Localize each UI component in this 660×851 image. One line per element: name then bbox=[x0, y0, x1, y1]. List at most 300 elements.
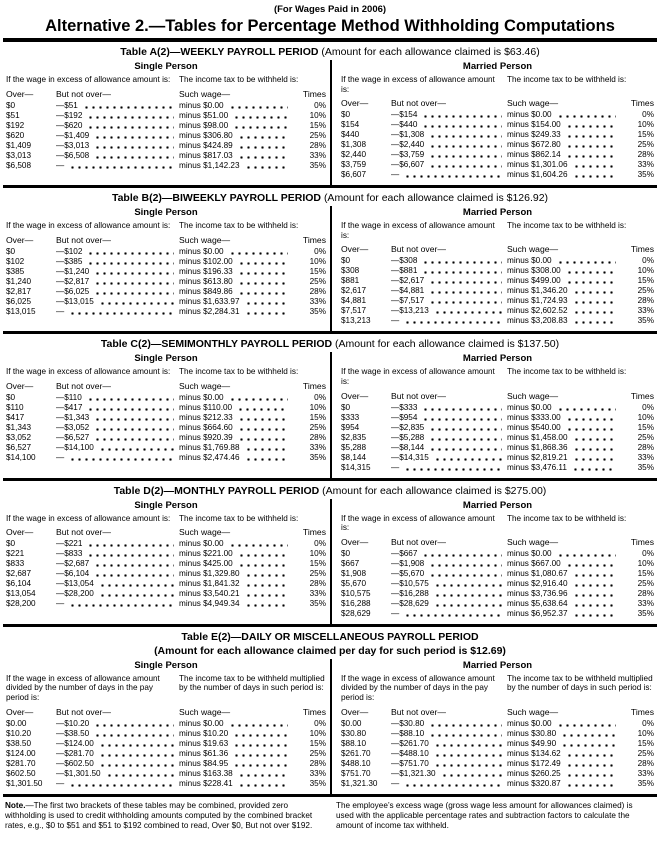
times-value: 35% bbox=[309, 599, 326, 609]
times-value: 0% bbox=[642, 548, 654, 558]
suchwage-value: minus $221.00 bbox=[179, 549, 233, 559]
dot-leader bbox=[573, 175, 616, 178]
suchwage-cell bbox=[507, 749, 621, 759]
suchwage-cell bbox=[507, 256, 621, 266]
butnot-cell bbox=[56, 433, 179, 443]
times-value: 25% bbox=[309, 569, 326, 579]
suchwage-cell bbox=[179, 569, 293, 579]
over-value: $2,817 bbox=[6, 286, 32, 296]
butnot-cell bbox=[391, 719, 507, 729]
dot-leader bbox=[434, 458, 502, 461]
bracket-row bbox=[341, 739, 654, 749]
bracket-row bbox=[6, 719, 326, 729]
suchwage-cell bbox=[179, 589, 293, 599]
suchwage-value: minus $10.20 bbox=[179, 728, 229, 738]
suchwage-value: minus $49.90 bbox=[507, 738, 557, 748]
butnot-value: — bbox=[391, 316, 400, 326]
suchwage-cell bbox=[179, 121, 293, 131]
butnot-value: —$1,240 bbox=[56, 266, 90, 276]
bracket-row bbox=[6, 267, 326, 277]
over-value: $28,629 bbox=[341, 608, 371, 618]
col-butnot-header: But not over— bbox=[391, 390, 446, 401]
over-value: $88.10 bbox=[341, 738, 367, 748]
table-title-sub: (Amount for each allowance claimed is $63.46) bbox=[321, 46, 540, 58]
butnot-value: —$620 bbox=[56, 120, 83, 130]
times-value: 15% bbox=[309, 738, 326, 748]
over-value: $6,508 bbox=[6, 160, 32, 170]
bracket-row bbox=[341, 306, 654, 316]
dot-leader bbox=[557, 408, 616, 411]
bracket-row bbox=[6, 549, 326, 559]
suchwage-cell bbox=[179, 141, 293, 151]
bracket-row bbox=[6, 101, 326, 111]
butnot-cell bbox=[391, 286, 507, 296]
dot-leader bbox=[566, 145, 616, 148]
column-headers bbox=[6, 381, 326, 392]
butnot-cell bbox=[56, 443, 179, 453]
over-value: $0 bbox=[6, 539, 16, 549]
butnot-value: —$6,104 bbox=[56, 569, 90, 579]
suchwage-value: minus $260.25 bbox=[507, 768, 561, 778]
col-over-header: Over— bbox=[341, 390, 369, 401]
suchwage-cell bbox=[179, 749, 293, 759]
dot-leader bbox=[238, 438, 288, 441]
butnot-value: —$30.80 bbox=[391, 718, 425, 728]
over-value: $1,409 bbox=[6, 140, 32, 150]
suchwage-value: minus $2,916.40 bbox=[507, 578, 568, 588]
butnot-cell bbox=[56, 739, 179, 749]
times-value: 15% bbox=[637, 738, 654, 748]
times-value: 15% bbox=[637, 568, 654, 578]
bracket-row bbox=[341, 160, 654, 170]
column-group-headers bbox=[6, 221, 326, 231]
suchwage-cell bbox=[507, 403, 621, 413]
times-value: 35% bbox=[309, 306, 326, 316]
dot-leader bbox=[237, 408, 288, 411]
suchwage-value: minus $19.63 bbox=[179, 738, 229, 748]
butnot-cell bbox=[56, 161, 179, 171]
times-value: 0% bbox=[314, 392, 326, 402]
butnot-value: —$385 bbox=[56, 256, 83, 266]
times-value: 33% bbox=[309, 768, 326, 778]
butnot-value: —$154 bbox=[391, 110, 418, 120]
over-value: $385 bbox=[6, 266, 25, 276]
doc-title: Alternative 2.—Tables for Percentage Method Withholding Computations bbox=[45, 17, 615, 35]
times-value: 28% bbox=[309, 140, 326, 150]
butnot-value: —$6,025 bbox=[56, 286, 90, 296]
bracket-row bbox=[6, 413, 326, 423]
suchwage-cell bbox=[179, 297, 293, 307]
butnot-value: —$417 bbox=[56, 402, 83, 412]
over-value: $10,575 bbox=[341, 588, 371, 598]
times-value: 35% bbox=[309, 452, 326, 462]
dot-leader bbox=[238, 156, 288, 159]
married-person-half bbox=[330, 60, 657, 185]
butnot-cell bbox=[56, 247, 179, 257]
butnot-value: — bbox=[391, 608, 400, 618]
dot-leader bbox=[233, 734, 288, 737]
married-person-half bbox=[330, 206, 657, 331]
butnot-cell bbox=[391, 403, 507, 413]
dot-leader bbox=[573, 291, 616, 294]
times-value: 25% bbox=[637, 578, 654, 588]
over-value: $5,670 bbox=[341, 578, 367, 588]
tax-withheld-header: The income tax to be withheld is: bbox=[179, 221, 299, 231]
butnot-cell bbox=[56, 539, 179, 549]
dot-leader bbox=[434, 764, 502, 767]
bracket-row bbox=[6, 141, 326, 151]
bracket-row bbox=[341, 559, 654, 569]
butnot-value: — bbox=[56, 778, 65, 788]
suchwage-cell bbox=[507, 266, 621, 276]
butnot-value: — bbox=[56, 599, 65, 609]
dot-leader bbox=[566, 155, 616, 158]
bracket-row bbox=[341, 759, 654, 769]
column-headers bbox=[6, 89, 326, 100]
dot-leader bbox=[99, 764, 174, 767]
butnot-value: —$6,607 bbox=[391, 160, 425, 170]
bracket-row bbox=[6, 759, 326, 769]
suchwage-value: minus $134.62 bbox=[507, 748, 561, 758]
column-group-headers bbox=[6, 674, 326, 703]
bracket-row bbox=[341, 120, 654, 130]
col-over-header: Over— bbox=[6, 234, 34, 245]
col-times-header: Times bbox=[630, 98, 654, 109]
person-heading: Married Person bbox=[462, 659, 533, 671]
dot-leader bbox=[429, 438, 502, 441]
suchwage-value: minus $5,638.64 bbox=[507, 598, 568, 608]
suchwage-value: minus $0.00 bbox=[179, 539, 224, 549]
col-butnot-header: But not over— bbox=[391, 244, 446, 255]
dot-leader bbox=[245, 604, 288, 607]
times-value: 10% bbox=[309, 549, 326, 559]
column-headers bbox=[341, 98, 654, 109]
dot-leader bbox=[94, 418, 174, 421]
butnot-cell bbox=[391, 160, 507, 170]
suchwage-cell bbox=[179, 131, 293, 141]
over-value: $192 bbox=[6, 120, 25, 130]
times-value: 10% bbox=[637, 728, 654, 738]
footnotes bbox=[3, 797, 657, 831]
over-value: $602.50 bbox=[6, 768, 36, 778]
suchwage-cell bbox=[507, 160, 621, 170]
times-value: 28% bbox=[309, 432, 326, 442]
suchwage-value: minus $425.00 bbox=[179, 559, 233, 569]
dot-leader bbox=[429, 145, 502, 148]
butnot-cell bbox=[391, 569, 507, 579]
dot-leader bbox=[87, 408, 174, 411]
butnot-cell bbox=[56, 393, 179, 403]
dot-leader bbox=[566, 271, 616, 274]
butnot-cell bbox=[391, 266, 507, 276]
butnot-cell bbox=[56, 779, 179, 789]
dot-leader bbox=[106, 774, 174, 777]
suchwage-value: minus $6,952.37 bbox=[507, 608, 568, 618]
over-value: $0 bbox=[341, 256, 351, 266]
column-headers bbox=[6, 527, 326, 538]
dot-leader bbox=[566, 774, 616, 777]
table-halves bbox=[3, 352, 657, 477]
over-value: $0 bbox=[341, 402, 351, 412]
suchwage-value: minus $1,604.26 bbox=[507, 170, 568, 180]
tax-withheld-header: The income tax to be withheld is: bbox=[179, 75, 299, 84]
times-value: 15% bbox=[309, 120, 326, 130]
over-value: $8,144 bbox=[341, 452, 367, 462]
dot-leader bbox=[238, 136, 288, 139]
suchwage-cell bbox=[179, 719, 293, 729]
over-value: $124.00 bbox=[6, 748, 36, 758]
column-headers bbox=[341, 707, 654, 718]
bracket-row bbox=[341, 150, 654, 160]
times-value: 28% bbox=[309, 579, 326, 589]
over-value: $6,025 bbox=[6, 296, 32, 306]
butnot-cell bbox=[391, 316, 507, 326]
suchwage-value: minus $0.00 bbox=[179, 392, 224, 402]
table-title-main: Table C(2)—SEMIMONTHLY PAYROLL PERIOD bbox=[100, 338, 333, 351]
times-value: 10% bbox=[309, 110, 326, 120]
col-times-header: Times bbox=[302, 706, 326, 717]
suchwage-value: minus $249.33 bbox=[507, 130, 561, 140]
single-person-half bbox=[3, 206, 330, 331]
butnot-value: —$13,213 bbox=[391, 306, 429, 316]
suchwage-value: minus $0.00 bbox=[507, 718, 552, 728]
table-title-main: Table D(2)—MONTHLY PAYROLL PERIOD bbox=[113, 484, 320, 497]
dot-leader bbox=[429, 564, 502, 567]
suchwage-value: minus $212.33 bbox=[179, 412, 233, 422]
dot-leader bbox=[87, 544, 174, 547]
butnot-cell bbox=[56, 403, 179, 413]
dot-leader bbox=[441, 774, 502, 777]
table-halves bbox=[3, 60, 657, 185]
suchwage-value: minus $664.60 bbox=[179, 422, 233, 432]
table-title-main: Table E(2)—DAILY OR MISCELLANEOUS PAYROLL PERIOD bbox=[181, 630, 479, 643]
bracket-row bbox=[6, 559, 326, 569]
suchwage-cell bbox=[179, 433, 293, 443]
col-suchwage-header: Such wage— bbox=[507, 536, 559, 547]
over-value: $6,104 bbox=[6, 579, 32, 589]
butnot-value: —$88.10 bbox=[391, 728, 425, 738]
col-suchwage-header: Such wage— bbox=[179, 380, 231, 391]
suchwage-cell bbox=[179, 443, 293, 453]
bracket-row bbox=[6, 287, 326, 297]
col-suchwage-header: Such wage— bbox=[179, 234, 231, 245]
suchwage-value: minus $0.00 bbox=[507, 110, 552, 120]
butnot-value: —$751.70 bbox=[391, 758, 429, 768]
butnot-value: —$16,288 bbox=[391, 588, 429, 598]
butnot-value: —$2,835 bbox=[391, 422, 425, 432]
over-value: $14,100 bbox=[6, 452, 36, 462]
dot-leader bbox=[245, 574, 288, 577]
over-value: $13,015 bbox=[6, 306, 36, 316]
dot-leader bbox=[245, 594, 288, 597]
butnot-cell bbox=[56, 413, 179, 423]
suchwage-cell bbox=[179, 151, 293, 161]
bracket-row bbox=[341, 769, 654, 779]
suchwage-cell bbox=[507, 599, 621, 609]
tax-withheld-header: The income tax to be withheld multiplied by the number of days in such period is: bbox=[179, 673, 325, 693]
dot-leader bbox=[429, 574, 502, 577]
col-times-header: Times bbox=[302, 234, 326, 245]
table-section-e2 bbox=[3, 627, 657, 794]
over-value: $1,321.30 bbox=[341, 778, 378, 788]
suchwage-value: minus $84.95 bbox=[179, 758, 229, 768]
dot-leader bbox=[573, 301, 616, 304]
dot-leader bbox=[229, 544, 288, 547]
person-heading: Married Person bbox=[462, 499, 533, 511]
butnot-value: —$110 bbox=[56, 392, 82, 402]
dot-leader bbox=[99, 744, 174, 747]
col-times-header: Times bbox=[630, 390, 654, 401]
suchwage-value: minus $0.00 bbox=[179, 100, 224, 110]
table-title bbox=[3, 188, 657, 206]
suchwage-cell bbox=[507, 316, 621, 326]
dot-leader bbox=[69, 166, 174, 169]
dot-leader bbox=[573, 438, 616, 441]
dot-leader bbox=[429, 165, 502, 168]
suchwage-cell bbox=[507, 559, 621, 569]
over-value: $417 bbox=[6, 412, 25, 422]
suchwage-value: minus $672.80 bbox=[507, 140, 561, 150]
suchwage-value: minus $0.00 bbox=[507, 402, 552, 412]
bracket-row bbox=[341, 779, 654, 789]
bracket-row bbox=[341, 579, 654, 589]
dot-leader bbox=[87, 398, 174, 401]
times-value: 0% bbox=[642, 256, 654, 266]
butnot-cell bbox=[391, 599, 507, 609]
butnot-cell bbox=[56, 267, 179, 277]
times-value: 28% bbox=[637, 150, 654, 160]
col-over-header: Over— bbox=[341, 706, 369, 717]
times-value: 0% bbox=[642, 110, 654, 120]
butnot-cell bbox=[391, 306, 507, 316]
dot-leader bbox=[566, 135, 616, 138]
butnot-value: — bbox=[391, 170, 400, 180]
over-value: $751.70 bbox=[341, 768, 371, 778]
butnot-value: — bbox=[56, 452, 65, 462]
dot-leader bbox=[561, 744, 616, 747]
bracket-row bbox=[341, 569, 654, 579]
table-title-main: Table B(2)—BIWEEKLY PAYROLL PERIOD bbox=[111, 192, 322, 205]
suchwage-value: minus $849.86 bbox=[179, 286, 233, 296]
dot-leader bbox=[87, 262, 174, 265]
suchwage-cell bbox=[179, 559, 293, 569]
times-value: 33% bbox=[637, 160, 654, 170]
bracket-row bbox=[6, 403, 326, 413]
bracket-row bbox=[6, 161, 326, 171]
dot-leader bbox=[566, 754, 616, 757]
bracket-row bbox=[341, 443, 654, 453]
column-headers bbox=[6, 707, 326, 718]
col-suchwage-header: Such wage— bbox=[507, 98, 559, 109]
bracket-row bbox=[341, 423, 654, 433]
suchwage-value: minus $499.00 bbox=[507, 276, 561, 286]
butnot-cell bbox=[56, 599, 179, 609]
dot-leader bbox=[94, 428, 174, 431]
suchwage-value: minus $1,329.80 bbox=[179, 569, 240, 579]
suchwage-cell bbox=[179, 307, 293, 317]
butnot-value: —$881 bbox=[391, 266, 418, 276]
butnot-cell bbox=[56, 749, 179, 759]
suchwage-value: minus $862.14 bbox=[507, 150, 561, 160]
bracket-row bbox=[341, 256, 654, 266]
dot-leader bbox=[238, 554, 288, 557]
times-value: 25% bbox=[309, 422, 326, 432]
times-value: 28% bbox=[637, 588, 654, 598]
butnot-cell bbox=[56, 453, 179, 463]
butnot-value: —$13,015 bbox=[56, 296, 94, 306]
times-value: 0% bbox=[642, 402, 654, 412]
butnot-value: —$2,817 bbox=[56, 276, 90, 286]
suchwage-value: minus $0.00 bbox=[179, 246, 224, 256]
bracket-row bbox=[341, 609, 654, 619]
over-value: $1,343 bbox=[6, 422, 32, 432]
column-headers bbox=[341, 537, 654, 548]
suchwage-cell bbox=[179, 287, 293, 297]
suchwage-cell bbox=[507, 569, 621, 579]
dot-leader bbox=[573, 321, 616, 324]
col-butnot-header: But not over— bbox=[391, 98, 446, 109]
suchwage-cell bbox=[179, 277, 293, 287]
bracket-row bbox=[6, 307, 326, 317]
dot-leader bbox=[566, 428, 616, 431]
suchwage-cell bbox=[507, 739, 621, 749]
dot-leader bbox=[233, 754, 288, 757]
suchwage-cell bbox=[179, 413, 293, 423]
suchwage-cell bbox=[507, 423, 621, 433]
suchwage-value: minus $424.89 bbox=[179, 140, 233, 150]
over-value: $38.50 bbox=[6, 738, 32, 748]
times-value: 15% bbox=[309, 412, 326, 422]
dot-leader bbox=[422, 115, 502, 118]
wage-in-excess-header: If the wage in excess of allowance amount is: bbox=[6, 513, 171, 523]
col-suchwage-header: Such wage— bbox=[507, 706, 559, 717]
bracket-row bbox=[341, 130, 654, 140]
times-value: 33% bbox=[309, 589, 326, 599]
butnot-value: —$954 bbox=[391, 412, 418, 422]
tax-withheld-header: The income tax to be withheld is: bbox=[179, 513, 299, 523]
suchwage-cell bbox=[507, 589, 621, 599]
wage-in-excess-header: If the wage in excess of allowance amount is: bbox=[341, 367, 495, 386]
butnot-cell bbox=[56, 257, 179, 267]
dot-leader bbox=[238, 292, 288, 295]
dot-leader bbox=[238, 784, 288, 787]
bracket-row bbox=[341, 286, 654, 296]
column-group-headers bbox=[6, 75, 326, 85]
times-value: 25% bbox=[309, 748, 326, 758]
col-over-header: Over— bbox=[6, 88, 34, 99]
table-halves bbox=[3, 499, 657, 624]
suchwage-value: minus $61.36 bbox=[179, 748, 229, 758]
dot-leader bbox=[238, 282, 288, 285]
times-value: 0% bbox=[314, 246, 326, 256]
dot-leader bbox=[573, 574, 616, 577]
over-value: $620 bbox=[6, 130, 25, 140]
times-value: 25% bbox=[309, 130, 326, 140]
over-value: $28,200 bbox=[6, 599, 36, 609]
bracket-row bbox=[341, 549, 654, 559]
butnot-cell bbox=[56, 559, 179, 569]
over-value: $51 bbox=[6, 110, 20, 120]
butnot-cell bbox=[56, 101, 179, 111]
dot-leader bbox=[422, 261, 502, 264]
suchwage-value: minus $1,080.67 bbox=[507, 568, 568, 578]
bracket-row bbox=[6, 739, 326, 749]
butnot-cell bbox=[56, 729, 179, 739]
suchwage-value: minus $920.39 bbox=[179, 432, 233, 442]
times-value: 35% bbox=[309, 160, 326, 170]
suchwage-cell bbox=[179, 769, 293, 779]
dot-leader bbox=[229, 106, 288, 109]
